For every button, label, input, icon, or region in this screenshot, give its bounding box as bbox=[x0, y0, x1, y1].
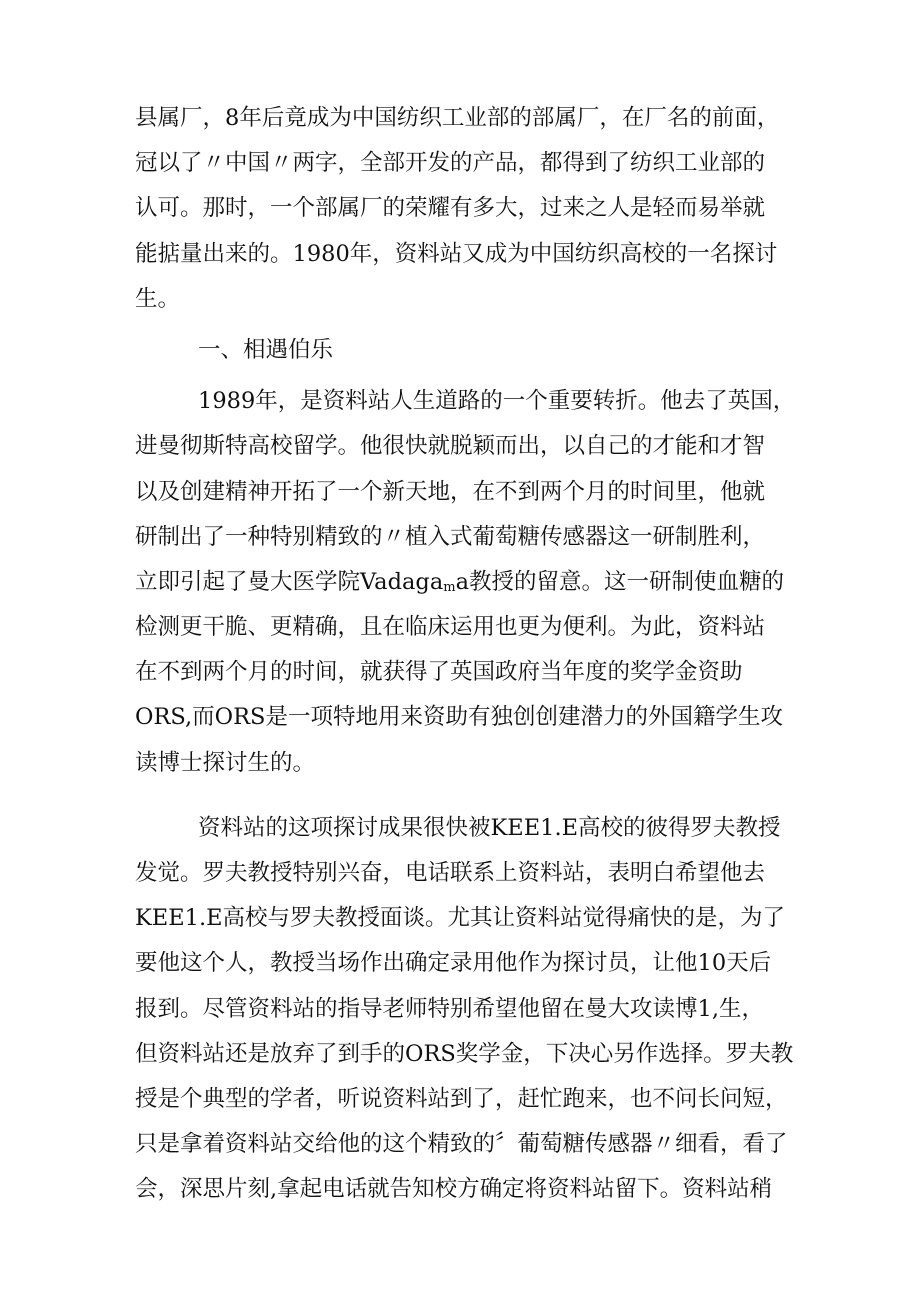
text-line: 县属厂，8年后竟成为中国纺织工业部的部属厂，在厂名的前面， bbox=[135, 105, 780, 131]
document-body bbox=[135, 96, 795, 1213]
text-line: 只是拿着资料站交给他的这个精致的〞葡萄糖传感器〃细看，看了 bbox=[135, 1131, 788, 1158]
text-line: 要他这个人，教授当场作出确定录用他作为探讨员，让他10天后 bbox=[135, 950, 772, 977]
text-line: 生。 bbox=[135, 285, 181, 312]
text-segment: 立即引起了曼大医学院Vadaga bbox=[135, 568, 444, 595]
text-line: 报到。尽管资料站的指导老师特别希望他留在曼大攻读博1,生， bbox=[135, 995, 764, 1022]
text-line: ORS,而ORS是一项特地用来资助有独创创建潜力的外国籍学生攻 bbox=[135, 704, 783, 731]
text-line: 读博士探讨生的。 bbox=[135, 749, 316, 776]
text-line bbox=[135, 560, 795, 605]
text-line: 资料站的这项探讨成果很快被KEE1.E高校的彼得罗夫教授 bbox=[198, 814, 781, 841]
text-line: KEE1.E高校与罗夫教授面谈。尤其让资料站觉得痛快的是，为了 bbox=[135, 905, 786, 932]
text-line: 认可。那时，一个部属厂的荣耀有多大，过来之人是轻而易举就 bbox=[135, 195, 766, 222]
text-line: 以及创建精神开拓了一个新天地，在不到两个月的时间里，他就 bbox=[135, 478, 766, 505]
paragraph-manchester bbox=[135, 379, 795, 786]
text-line: 在不到两个月的时间，就获得了英国政府当年度的奖学金资助 bbox=[135, 659, 743, 686]
paragraph-keele bbox=[135, 806, 795, 1213]
paragraph-continuation bbox=[135, 96, 795, 322]
text-line: 能掂量出来的。1980年，资料站又成为中国纺织高校的一名探讨 bbox=[135, 240, 778, 267]
text-line: 但资料站还是放弃了到手的ORS奖学金，下决心另作选择。罗夫教 bbox=[135, 1040, 794, 1067]
text-line: 进曼彻斯特高校留学。他很快就脱颖而出，以自己的才能和才智 bbox=[135, 433, 766, 460]
text-line: 冠以了〃中国〃两字，全部开发的产品，都得到了纺织工业部的 bbox=[135, 150, 766, 177]
text-line: 研制出了一种特别精致的〃植入式葡萄糖传感器这一研制胜利， bbox=[135, 523, 766, 550]
text-line: 检测更干脆、更精确，且在临床运用也更为便利。为此，资料站 bbox=[135, 614, 766, 641]
subscript-text: m bbox=[443, 579, 456, 595]
text-line: 发觉。罗夫教授特别兴奋，电话联系上资料站，表明白希望他去 bbox=[135, 860, 766, 886]
section-heading: 一、相遇伯乐 bbox=[198, 336, 334, 363]
text-line: 会，深思片刻,拿起电话就告知校方确定将资料站留下。资料站稍 bbox=[135, 1176, 773, 1203]
text-segment: a教授的留意。这一研制使血糖的 bbox=[455, 568, 784, 595]
text-line: 1989年，是资料站人生道路的一个重要转折。他去了英国， bbox=[198, 388, 796, 415]
text-line: 授是个典型的学者，听说资料站到了，赶忙跑来，也不问长问短， bbox=[135, 1085, 788, 1112]
